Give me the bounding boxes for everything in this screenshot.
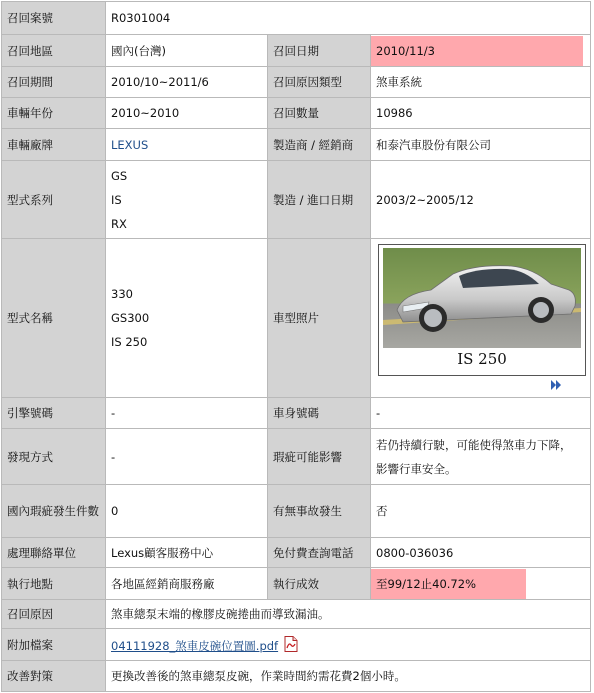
label-case-no: 召回案號 <box>2 2 106 35</box>
value-maker: 和泰汽車股份有限公司 <box>371 129 591 161</box>
photo-wrap <box>376 242 585 395</box>
label-discovery: 發現方式 <box>2 429 106 485</box>
value-quantity: 10986 <box>371 98 591 129</box>
impact-line: 影響行車安全。 <box>376 461 457 476</box>
label-period: 召回期間 <box>2 67 106 98</box>
row-engine-no <box>2 398 591 429</box>
label-result: 執行成效 <box>268 568 371 600</box>
model-name-item: GS300 <box>111 311 150 325</box>
impact-line: 若仍持續行駛，可能使得煞車力下降， <box>376 437 572 452</box>
value-attachment-cell <box>106 629 591 661</box>
label-contact: 處理聯絡單位 <box>2 538 106 568</box>
value-contact: Lexus顧客服務中心 <box>106 538 268 568</box>
label-reason: 召回原因 <box>2 600 106 629</box>
row-fix <box>2 661 591 692</box>
photo-cell <box>371 239 591 398</box>
label-vin: 車身號碼 <box>268 398 371 429</box>
label-series: 型式系列 <box>2 161 106 239</box>
label-accident: 有無事故發生 <box>268 485 371 538</box>
row-reason <box>2 600 591 629</box>
value-fix: 更換改善後的煞車總泵皮碗，作業時間約需花費2個小時。 <box>106 661 591 692</box>
value-model-year: 2010~2010 <box>106 98 268 129</box>
value-engine-no: - <box>106 398 268 429</box>
row-region <box>2 35 591 67</box>
series-item: RX <box>111 216 127 231</box>
series-item: IS <box>111 192 122 207</box>
value-result-cell <box>371 568 591 600</box>
label-quantity: 召回數量 <box>268 98 371 129</box>
series-item: GS <box>111 168 128 183</box>
value-reason: 煞車總泵末端的橡膠皮碗捲曲而導致漏油。 <box>106 600 591 629</box>
value-period: 2010/10~2011/6 <box>106 67 268 98</box>
row-series <box>2 161 591 239</box>
row-discovery <box>2 429 591 485</box>
label-defect-count: 國內瑕疵發生件數 <box>2 485 106 538</box>
label-impact: 瑕疵可能影響 <box>268 429 371 485</box>
value-model-name <box>106 239 268 398</box>
row-period <box>2 67 591 98</box>
row-model-name <box>2 239 591 398</box>
label-cause-type: 召回原因類型 <box>268 67 371 98</box>
car-photo-frame[interactable] <box>378 244 586 376</box>
label-model-year: 車輛年份 <box>2 98 106 129</box>
value-hotline: 0800-036036 <box>371 538 591 568</box>
value-impact <box>371 429 591 485</box>
value-discovery: - <box>106 429 268 485</box>
value-series <box>106 161 268 239</box>
label-recall-date: 召回日期 <box>268 35 371 67</box>
value-recall-date: 2010/11/3 <box>371 36 583 66</box>
double-chevron-right-icon[interactable] <box>550 379 562 391</box>
value-region: 國內(台灣) <box>106 35 268 67</box>
row-model-year <box>2 98 591 129</box>
value-accident: 否 <box>371 485 591 538</box>
model-name-item: IS 250 <box>111 335 148 349</box>
recall-detail-table <box>1 1 591 692</box>
row-location <box>2 568 591 600</box>
row-contact <box>2 538 591 568</box>
photo-caption: IS 250 <box>457 349 507 368</box>
value-brand: LEXUS <box>106 129 268 161</box>
label-photo: 車型照片 <box>268 239 371 398</box>
value-case-no: R0301004 <box>106 2 591 35</box>
row-attachment <box>2 629 591 661</box>
value-recall-date-cell <box>371 35 591 67</box>
label-region: 召回地區 <box>2 35 106 67</box>
value-location: 各地區經銷商服務廠 <box>106 568 268 600</box>
label-hotline: 免付費查詢電話 <box>268 538 371 568</box>
pdf-icon[interactable] <box>284 636 298 652</box>
label-maker: 製造商 / 經銷商 <box>268 129 371 161</box>
value-cause-type: 煞車系統 <box>371 67 591 98</box>
attachment-link[interactable]: 04111928_煞車皮碗位置圖.pdf <box>111 638 279 653</box>
label-brand: 車輛廠牌 <box>2 129 106 161</box>
row-brand <box>2 129 591 161</box>
label-location: 執行地點 <box>2 568 106 600</box>
row-defect-count <box>2 485 591 538</box>
label-engine-no: 引擎號碼 <box>2 398 106 429</box>
row-case-no <box>2 2 591 35</box>
car-photo <box>383 248 581 348</box>
label-attachment: 附加檔案 <box>2 629 106 661</box>
label-fix: 改善對策 <box>2 661 106 692</box>
value-import-date: 2003/2~2005/12 <box>371 161 591 239</box>
value-defect-count: 0 <box>106 485 268 538</box>
value-result: 至99/12止40.72% <box>371 569 526 599</box>
label-import-date: 製造 / 進口日期 <box>268 161 371 239</box>
value-vin: - <box>371 398 591 429</box>
model-name-item: 330 <box>111 287 133 301</box>
label-model-name: 型式名稱 <box>2 239 106 398</box>
